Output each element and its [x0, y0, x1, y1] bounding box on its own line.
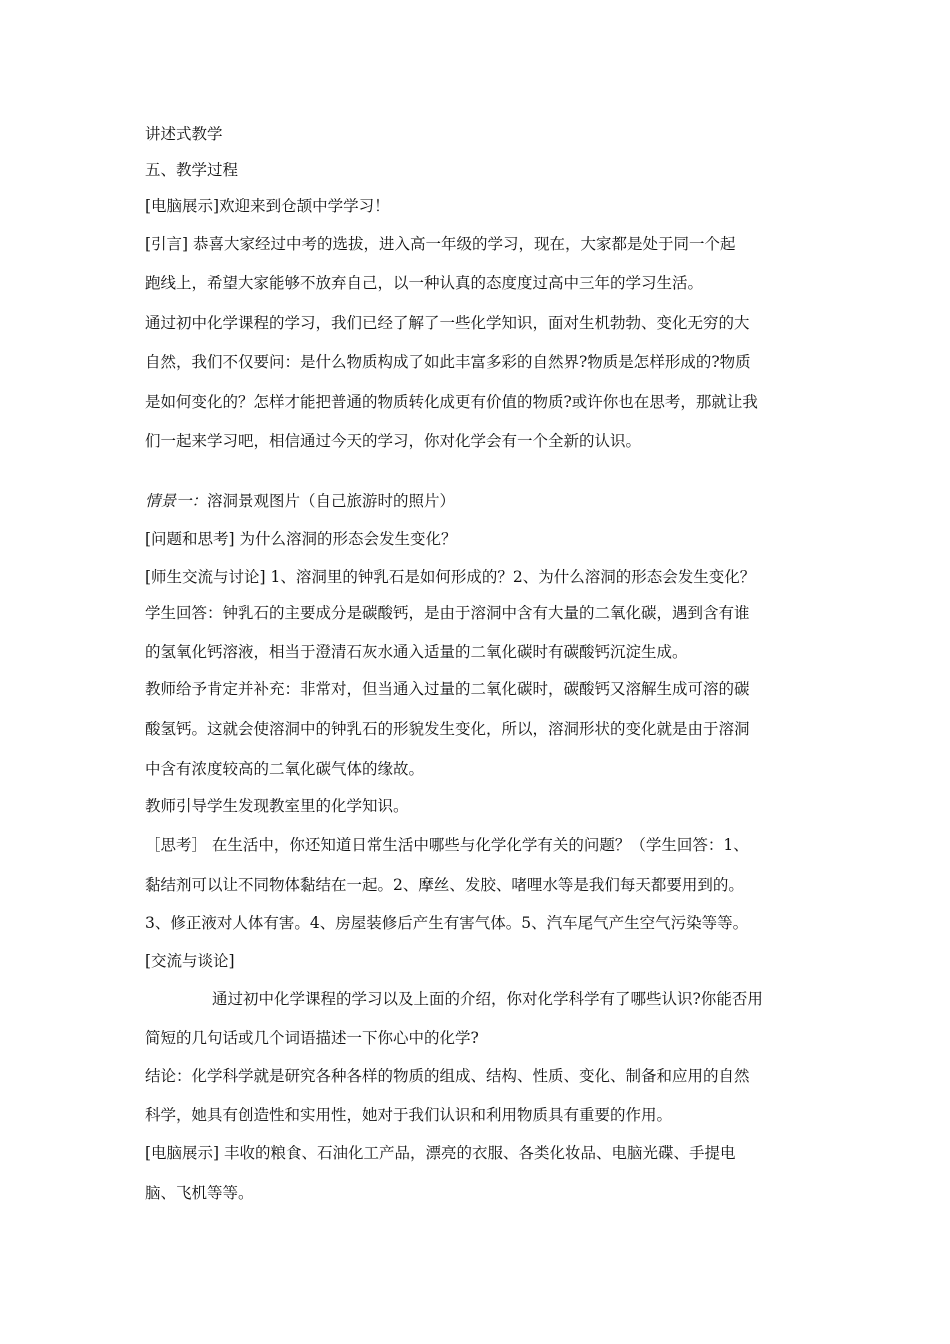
- text-line: 是如何变化的？怎样才能把普通的物质转化成更有价值的物质?或许你也在思考，那就让我: [145, 393, 758, 411]
- text-line-teacher-guide: 教师引导学生发现教室里的化学知识。: [145, 797, 409, 815]
- text-line: 科学，她具有创造性和实用性，她对于我们认识和利用物质具有重要的作用。: [145, 1106, 673, 1124]
- text-line-discussion: [师生交流与讨论] 1、溶洞里的钟乳石是如何形成的？2、为什么溶洞的形态会发生变化？: [145, 568, 756, 586]
- text-line-conclusion: 结论：化学科学就是研究各种各样的物质的组成、结构、性质、变化、制备和应用的自然: [145, 1067, 750, 1085]
- text-line: 脑、飞机等等。: [145, 1184, 254, 1202]
- text-line: 的氢氧化钙溶液，相当于澄清石灰水通入适量的二氧化碳时有碳酸钙沉淀生成。: [145, 643, 688, 661]
- text-line-teaching-method: 讲述式教学: [145, 125, 223, 143]
- text-line: 简短的几句话或几个词语描述一下你心中的化学?: [145, 1029, 479, 1047]
- text-line-thinking: ［思考］ 在生活中，你还知道日常生活中哪些与化学化学有关的问题？（学生回答：1、: [145, 836, 749, 854]
- text-line-computer-display: [电脑展示]欢迎来到仓颉中学学习！: [145, 197, 390, 215]
- scene-description: 溶洞景观图片（自己旅游时的照片）: [207, 492, 456, 510]
- text-line-teacher-supplement: 教师给予肯定并补充：非常对，但当通入过量的二氧化碳时，碳酸钙又溶解生成可溶的碳: [145, 680, 750, 698]
- text-line: 3、修正液对人体有害。4、房屋装修后产生有害气体。5、汽车尾气产生空气污染等等。: [145, 914, 749, 932]
- text-line: 通过初中化学课程的学习，我们已经了解了一些化学知识，面对生机勃勃、变化无穷的大: [145, 314, 750, 332]
- text-line: 黏结剂可以让不同物体黏结在一起。2、摩丝、发胶、啫哩水等是我们每天都要用到的。: [145, 876, 744, 894]
- text-line-student-answer: 学生回答：钟乳石的主要成分是碳酸钙，是由于溶洞中含有大量的二氧化碳，遇到含有谁: [145, 604, 750, 622]
- text-line: 们一起来学习吧，相信通过今天的学习，你对化学会有一个全新的认识。: [145, 432, 642, 450]
- text-line-introduction: [引言] 恭喜大家经过中考的选拔，进入高一年级的学习，现在，大家都是处于同一个起: [145, 235, 736, 253]
- scene-label: 情景一：: [145, 492, 208, 510]
- text-line-question: [问题和思考] 为什么溶洞的形态会发生变化？: [145, 530, 457, 548]
- text-line: 跑线上，希望大家能够不放弃自己，以一种认真的态度度过高中三年的学习生活。: [145, 274, 704, 292]
- text-line: 酸氢钙。这就会使溶洞中的钟乳石的形貌发生变化，所以，溶洞形状的变化就是由于溶洞: [145, 720, 750, 738]
- text-line: 中含有浓度较高的二氧化碳气体的缘故。: [145, 760, 425, 778]
- text-line-exchange-prompt: 通过初中化学课程的学习以及上面的介绍，你对化学科学有了哪些认识?你能否用: [212, 990, 763, 1008]
- text-line: 自然，我们不仅要问：是什么物质构成了如此丰富多彩的自然界?物质是怎样形成的?物质: [145, 353, 751, 371]
- text-line-computer-display-2: [电脑展示] 丰收的粮食、石油化工产品，漂亮的衣服、各类化妆品、电脑光碟、手提电: [145, 1144, 736, 1162]
- text-line-exchange: [交流与谈论]: [145, 952, 235, 970]
- text-line-scene-one: [145, 491, 455, 511]
- section-heading-teaching-process: 五、教学过程: [145, 161, 239, 179]
